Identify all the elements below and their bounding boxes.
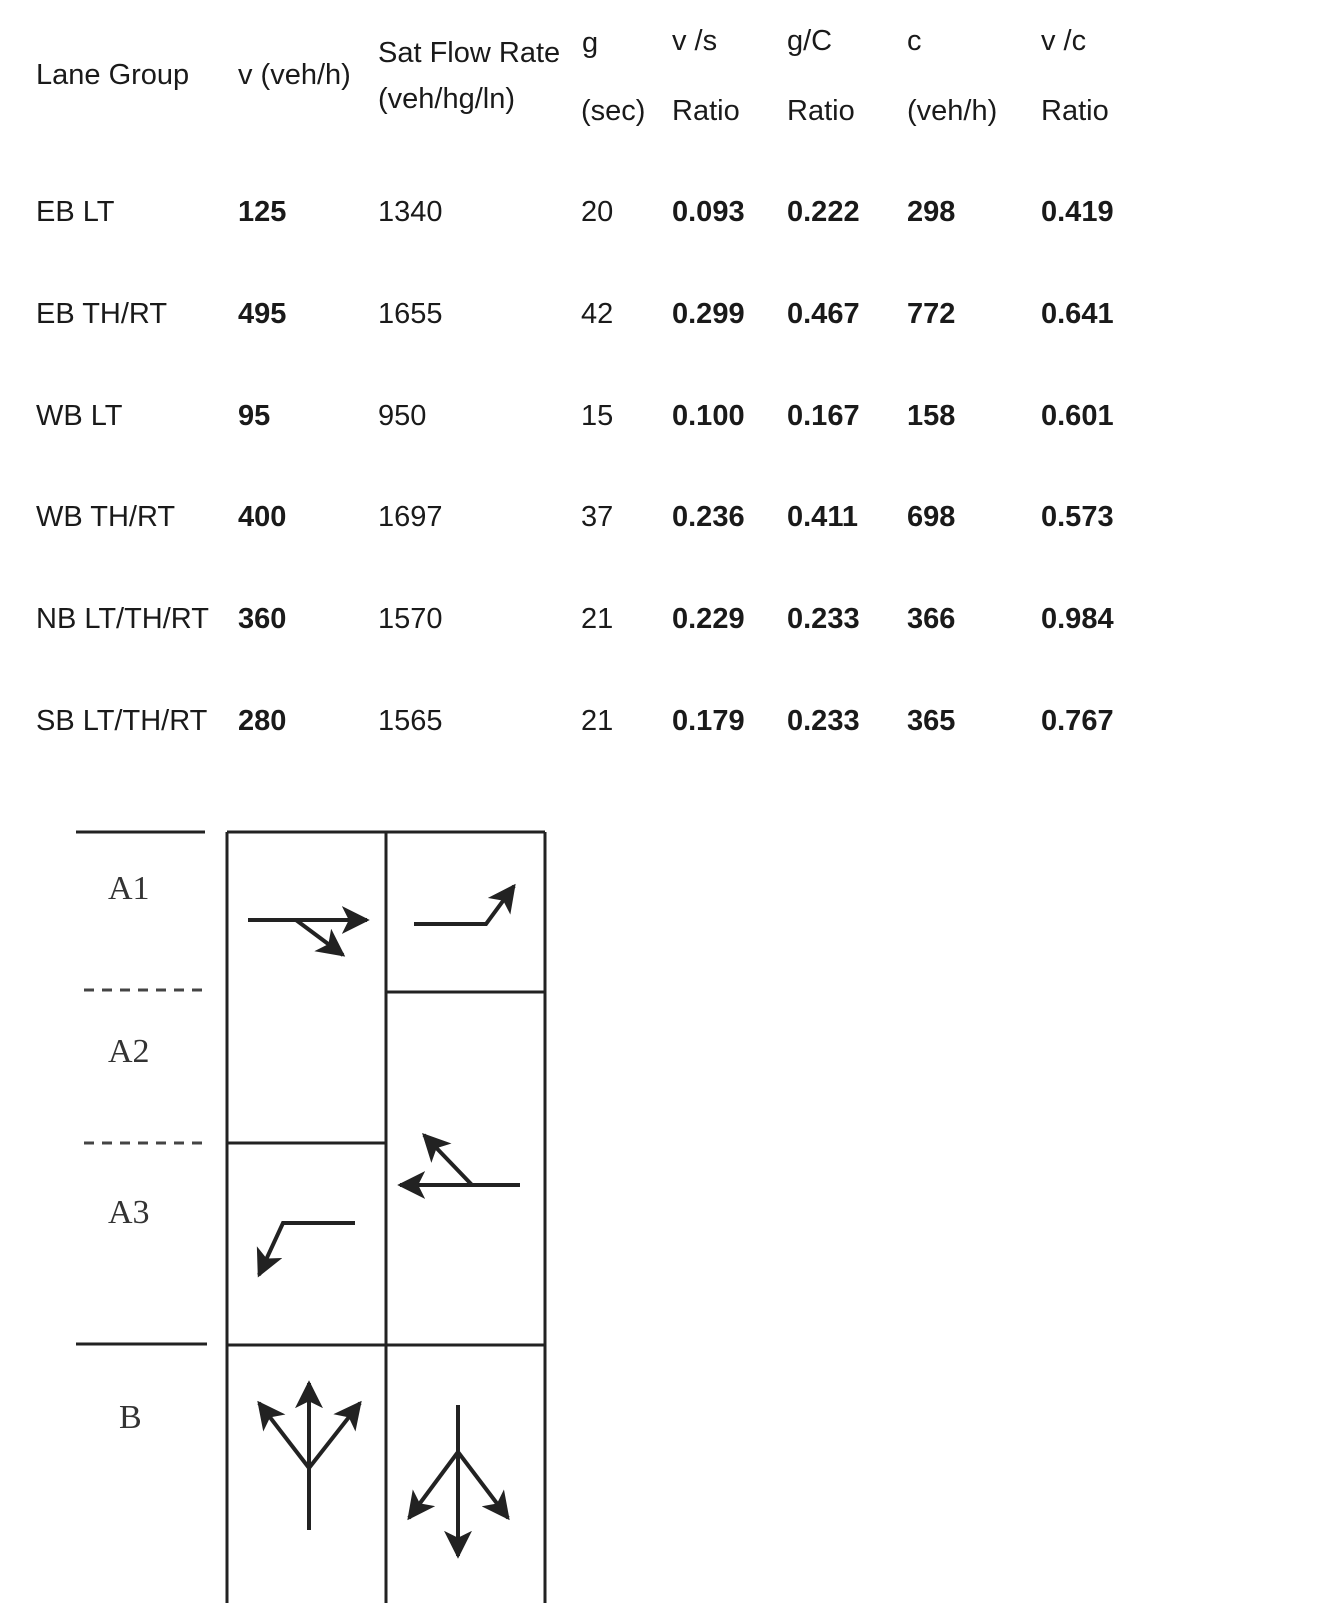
header-sat-flow-line2: (veh/hg/ln)	[378, 83, 516, 115]
header-vs-line1: v /s	[672, 25, 718, 57]
cell-vc: 0.767	[1041, 705, 1114, 737]
eb-through-right-movement-icon	[248, 920, 367, 955]
cell-volume: 280	[238, 705, 287, 737]
cell-gc: 0.233	[787, 603, 860, 635]
cell-green: 21	[581, 705, 614, 737]
cell-gc: 0.167	[787, 400, 860, 432]
cell-vc: 0.641	[1041, 298, 1114, 330]
cell-lane: NB LT/TH/RT	[36, 603, 209, 635]
wb-left-turn-movement-icon	[259, 1223, 355, 1275]
cell-vc: 0.419	[1041, 196, 1114, 228]
phase-grid	[227, 832, 545, 1603]
cell-lane: WB TH/RT	[36, 501, 176, 533]
cell-vs: 0.093	[672, 196, 745, 228]
header-vc-line2: Ratio	[1041, 95, 1109, 127]
cell-volume: 95	[238, 400, 271, 432]
cell-sat-flow: 1565	[378, 705, 443, 737]
phase-label-b: B	[119, 1399, 142, 1436]
cell-sat-flow: 950	[378, 400, 427, 432]
cell-sat-flow: 1570	[378, 603, 443, 635]
cell-capacity: 365	[907, 705, 956, 737]
header-gc-line1: g/C	[787, 25, 833, 57]
cell-capacity: 772	[907, 298, 956, 330]
cell-vc: 0.573	[1041, 501, 1114, 533]
cell-vc: 0.984	[1041, 603, 1114, 635]
phase-label-a1: A1	[108, 870, 150, 907]
wb-through-right-movement-icon	[400, 1135, 520, 1185]
phase-label-a3: A3	[108, 1194, 150, 1231]
cell-gc: 0.233	[787, 705, 860, 737]
header-capacity-line2: (veh/h)	[907, 95, 998, 127]
cell-green: 20	[581, 196, 614, 228]
cell-green: 15	[581, 400, 614, 432]
cell-green: 42	[581, 298, 614, 330]
signal-phasing-diagram	[0, 820, 600, 1603]
cell-capacity: 366	[907, 603, 956, 635]
cell-vs: 0.229	[672, 603, 745, 635]
cell-volume: 125	[238, 196, 287, 228]
cell-lane: WB LT	[36, 400, 123, 432]
cell-vs: 0.299	[672, 298, 745, 330]
cell-volume: 495	[238, 298, 287, 330]
cell-gc: 0.411	[787, 501, 858, 533]
cell-gc: 0.222	[787, 196, 860, 228]
header-sat-flow-line1: Sat Flow Rate	[378, 37, 561, 69]
cell-sat-flow: 1340	[378, 196, 443, 228]
header-green-line2: (sec)	[581, 95, 646, 127]
cell-lane: SB LT/TH/RT	[36, 705, 208, 737]
cell-lane: EB TH/RT	[36, 298, 168, 330]
cell-sat-flow: 1655	[378, 298, 443, 330]
cell-gc: 0.467	[787, 298, 860, 330]
cell-volume: 360	[238, 603, 287, 635]
header-gc-line2: Ratio	[787, 95, 855, 127]
phase-label-a2: A2	[108, 1033, 150, 1070]
cell-capacity: 158	[907, 400, 956, 432]
cell-vc: 0.601	[1041, 400, 1114, 432]
cell-capacity: 698	[907, 501, 956, 533]
header-vc-line1: v /c	[1041, 25, 1087, 57]
cell-capacity: 298	[907, 196, 956, 228]
header-vs-line2: Ratio	[672, 95, 740, 127]
header-green-line1: g	[582, 27, 599, 59]
cell-green: 37	[581, 501, 614, 533]
cell-vs: 0.179	[672, 705, 745, 737]
cell-vs: 0.100	[672, 400, 745, 432]
cell-lane: EB LT	[36, 196, 115, 228]
header-lane-group: Lane Group	[36, 59, 190, 91]
cell-green: 21	[581, 603, 614, 635]
cell-volume: 400	[238, 501, 287, 533]
sb-all-movements-icon	[409, 1405, 508, 1556]
eb-left-turn-movement-icon	[414, 886, 514, 924]
header-volume: v (veh/h)	[238, 59, 351, 91]
nb-all-movements-icon	[259, 1383, 360, 1530]
header-capacity-line1: c	[907, 25, 922, 57]
cell-vs: 0.236	[672, 501, 745, 533]
cell-sat-flow: 1697	[378, 501, 443, 533]
